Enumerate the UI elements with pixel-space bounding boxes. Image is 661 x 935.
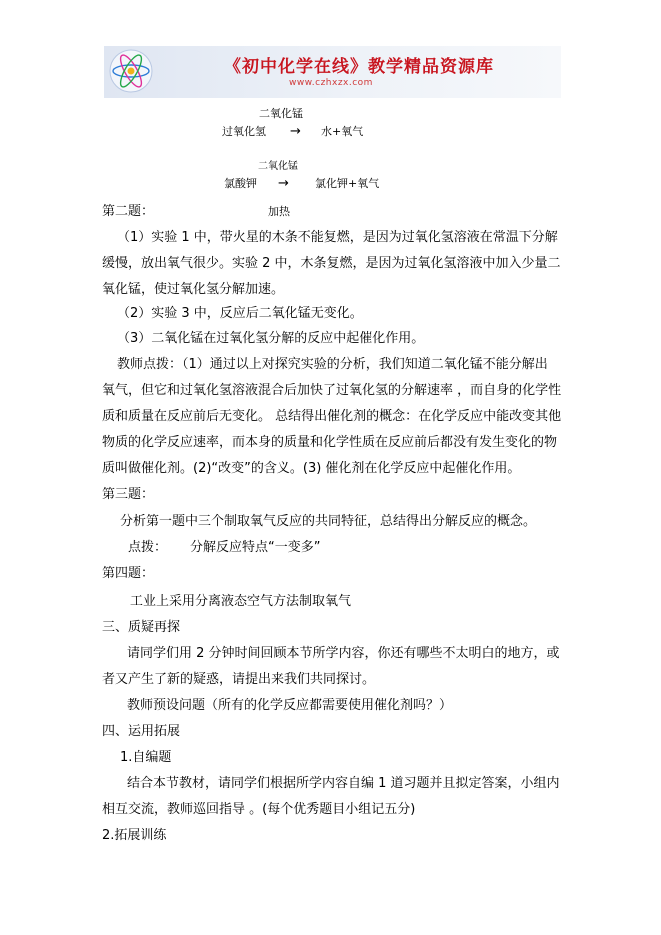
eq1-arrow: →	[290, 124, 301, 139]
q2-p1-line1: （1）实验 1 中，带火星的木条不能复燃，是因为过氧化氢溶液在常温下分解	[117, 230, 558, 245]
q2-p3: （3）二氧化锰在过氧化氢分解的反应中起催化作用。	[117, 331, 425, 346]
eq2-reactant: 氯酸钾	[224, 177, 257, 190]
header-banner	[104, 46, 561, 98]
section4-heading: 四、运用拓展	[102, 724, 181, 739]
section4-item2: 2.拓展训练	[102, 828, 167, 843]
q3-text: 分析第一题中三个制取氧气反应的共同特征，总结得出分解反应的概念。	[120, 514, 537, 529]
q3-heading: 第三题：	[102, 487, 155, 502]
atom-logo-icon	[108, 48, 154, 94]
section3-line2: 者又产生了新的疑惑，请提出来我们共同探讨。	[102, 672, 376, 687]
section4-item1-line2: 相互交流，教师巡回指导 。(每个优秀题目小组记五分)	[102, 802, 416, 817]
eq1-products: 水+氧气	[321, 125, 364, 138]
q2-p1-line3: 氧化锰，使过氧化氢分解加速。	[102, 282, 285, 297]
section3-preset-question: 教师预设问题（所有的化学反应都需要使用催化剂吗？）	[127, 698, 453, 713]
q3-hint-label: 点拨：	[128, 540, 168, 555]
eq2-products: 氯化钾+氧气	[315, 177, 380, 190]
q3-hint: 分解反应特点“一变多”	[190, 540, 321, 555]
eq2-arrow: →	[278, 176, 289, 191]
teacher-line4: 物质的化学反应速率，而本身的质量和化学性质在反应前后都没有发生变化的物	[102, 435, 558, 450]
q2-p2: （2）实验 3 中，反应后二氧化锰无变化。	[117, 306, 363, 321]
section3-line1: 请同学们用 2 分钟时间回顾本节所学内容，你还有哪些不太明白的地方，或	[127, 646, 560, 661]
q2-p1-line2: 缓慢，放出氧气很少。实验 2 中，木条复燃，是因为过氧化氢溶液中加入少量二	[102, 256, 561, 271]
q4-text: 工业上采用分离液态空气方法制取氧气	[130, 594, 352, 609]
banner-url: www.czhxzx.com	[289, 78, 373, 88]
eq2-condition: 加热	[268, 205, 290, 218]
q4-heading: 第四题：	[102, 566, 155, 581]
q2-heading: 第二题：	[102, 204, 155, 219]
section4-item1-line1: 结合本节教材，请同学们根据所学内容自编 1 道习题并且拟定答案，小组内	[127, 776, 560, 791]
teacher-line3: 质和质量在反应前后无变化。 总结得出催化剂的概念：在化学反应中能改变其他	[102, 409, 562, 424]
section4-item1: 1.自编题	[120, 750, 172, 765]
section3-heading: 三、质疑再探	[102, 620, 181, 635]
eq1-catalyst: 二氧化锰	[259, 107, 303, 120]
teacher-line2: 氧气，但它和过氧化氢溶液混合后加快了过氧化氢的分解速率 ，而自身的化学性	[102, 383, 562, 398]
banner-title: 《初中化学在线》教学精品资源库	[224, 57, 494, 77]
teacher-line1: 教师点拨：（1）通过以上对探究实验的分析，我们知道二氧化锰不能分解出	[117, 357, 548, 372]
eq2-catalyst: 二氧化锰	[258, 161, 298, 172]
eq1-reactant: 过氧化氢	[222, 125, 266, 138]
teacher-line5: 质叫做催化剂。(2)“改变”的含义。(3) 催化剂在化学反应中起催化作用。	[102, 461, 521, 476]
